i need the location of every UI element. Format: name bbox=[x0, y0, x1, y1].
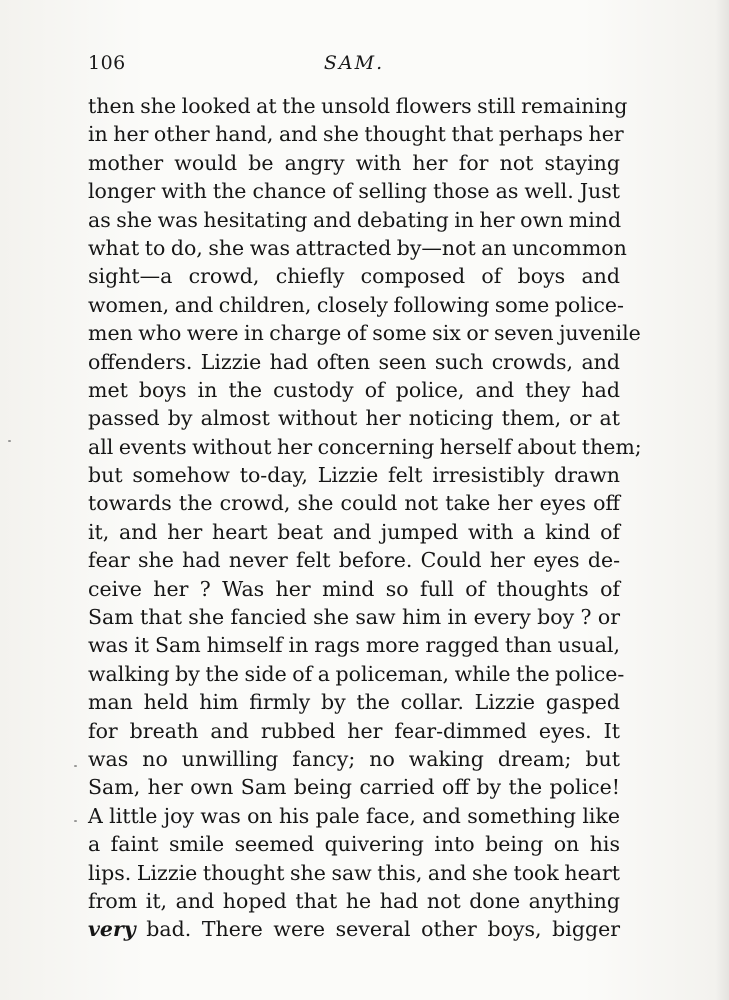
text-line: passed by almost without her noticing them, or at bbox=[88, 406, 620, 431]
text-line: towards the crowd, she could not take her eyes off bbox=[88, 491, 620, 516]
text-line: from it, and hoped that he had not done anything bbox=[88, 888, 620, 913]
page-edge-shadow bbox=[715, 0, 729, 1000]
text-line: what to do, she was attracted by—not an uncommon bbox=[88, 235, 627, 260]
print-speck bbox=[8, 440, 11, 442]
text-line: men who were in charge of some six or seven juvenile bbox=[88, 321, 641, 346]
text-line-last bbox=[88, 915, 620, 943]
text-line: as she was hesitating and debating in her own mind bbox=[88, 207, 622, 232]
text-line: Sam, her own Sam being carried off by the police! bbox=[88, 775, 620, 800]
body-text bbox=[88, 92, 642, 944]
text-line: mother would be angry with her for not staying bbox=[88, 150, 620, 175]
text-line: was no unwilling fancy; no waking dream; but bbox=[88, 746, 620, 771]
text-line: offenders. Lizzie had often seen such crowds, and bbox=[88, 349, 620, 374]
text-line: in her other hand, and she thought that perhaps her bbox=[88, 122, 624, 147]
page-number: 106 bbox=[88, 52, 126, 74]
text-line: a faint smile seemed quivering into being on his bbox=[88, 832, 620, 857]
text-line: was it Sam himself in rags more ragged than usual, bbox=[88, 633, 620, 658]
text-line: but somehow to-day, Lizzie felt irresistibly drawn bbox=[88, 463, 620, 488]
text-line: sight—a crowd, chiefly composed of boys and bbox=[88, 264, 620, 289]
text-line: ceive her ? Was her mind so full of thoughts of bbox=[88, 576, 620, 601]
print-speck bbox=[74, 820, 77, 822]
text-line: all events without her concerning herself about them; bbox=[88, 434, 642, 459]
text-line: Sam that she fancied she saw him in every boy ? or bbox=[88, 605, 620, 630]
emphasized-word: very bbox=[88, 917, 136, 942]
print-speck bbox=[74, 765, 77, 767]
text-line: lips. Lizzie thought she saw this, and she took heart bbox=[88, 860, 620, 885]
text-line: man held him firmly by the collar. Lizzie gasped bbox=[88, 690, 620, 715]
text-line: then she looked at the unsold flowers still remaining bbox=[88, 94, 628, 118]
text-line: A little joy was on his pale face, and something like bbox=[88, 803, 620, 828]
text-line-rest: bad. There were several other boys, bigger bbox=[135, 917, 620, 942]
page-header bbox=[88, 50, 620, 80]
text-line: fear she had never felt before. Could her eyes de- bbox=[88, 548, 620, 573]
text-line: for breath and rubbed her fear-dimmed eyes. It bbox=[88, 718, 620, 743]
text-line: longer with the chance of selling those as well. Just bbox=[88, 179, 620, 204]
running-head: SAM. bbox=[323, 52, 385, 74]
text-line: met boys in the custody of police, and they had bbox=[88, 377, 620, 402]
text-line: walking by the side of a policeman, while the police- bbox=[88, 661, 625, 686]
text-line: it, and her heart beat and jumped with a kind of bbox=[88, 519, 620, 544]
text-line: women, and children, closely following some police- bbox=[88, 292, 624, 317]
